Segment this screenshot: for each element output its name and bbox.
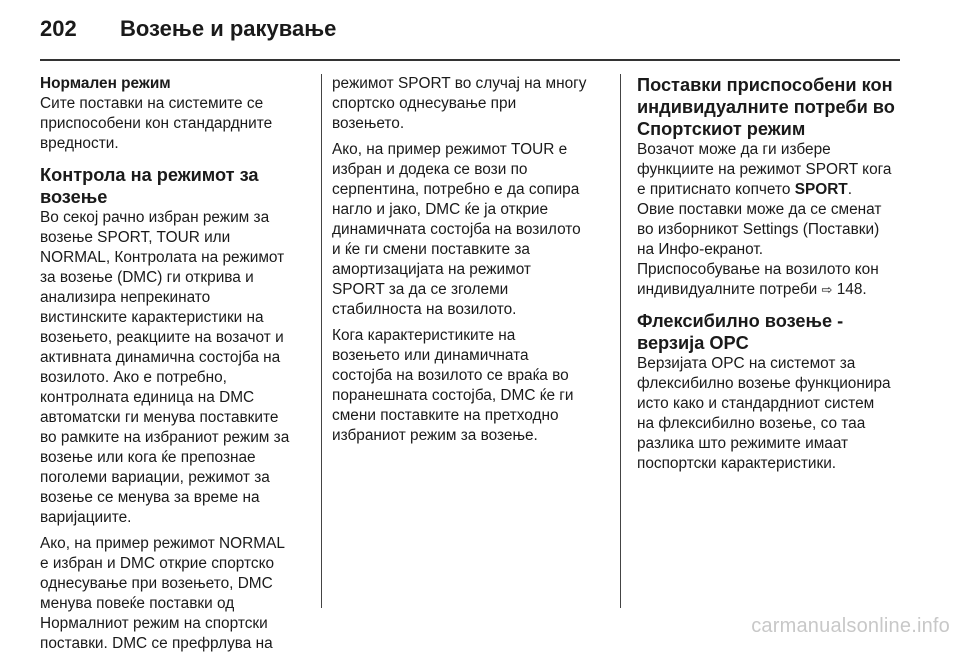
column-3 xyxy=(637,74,905,480)
text-line: активната динамична состојба на xyxy=(40,349,281,366)
text-fragment: индивидуалните потреби xyxy=(637,281,822,298)
page-number: 202 xyxy=(40,16,77,41)
text-line xyxy=(637,180,905,200)
section-heading-flexride-opc xyxy=(637,310,905,354)
dmc-paragraph-1 xyxy=(40,208,308,528)
text-line: Кога карактеристиките на xyxy=(332,327,516,344)
text-line: нагло и јако, DMC ќе ја открие xyxy=(332,201,549,218)
heading-line: Спортскиот режим xyxy=(637,119,806,139)
text-line: NORMAL, Контролата на режимот xyxy=(40,249,285,266)
text-line: Сите поставки на системите се xyxy=(40,95,264,112)
text-line: состојба на возилото се враќа во xyxy=(332,367,569,384)
text-line: поранешната состојба, DMC ќе ги xyxy=(332,387,574,404)
text-line: и ќе ги смени поставките за xyxy=(332,241,530,258)
heading-line: индивидуалните потреби во xyxy=(637,97,895,117)
text-line: возењето, реакциите на возачот и xyxy=(40,329,284,346)
text-line: менува повеќе поставки од xyxy=(40,595,235,612)
text-line: режимот SPORT во случај на многу xyxy=(332,75,587,92)
text-line: приспособени кон стандардните xyxy=(40,115,273,132)
text-line: однесување при возењето, DMC xyxy=(40,575,273,592)
text-line: Во секој рачно избран режим за xyxy=(40,209,270,226)
text-line: серпентина, потребно е да сопира xyxy=(332,181,580,198)
text-line: Возачот може да ги избере xyxy=(637,141,831,158)
text-line: амортизацијата на режимот xyxy=(332,261,531,278)
text-line: во рамките на избраниот режим за xyxy=(40,429,290,446)
chapter-title: Возење и ракување xyxy=(120,16,337,41)
text-fragment: е притиснато копчето xyxy=(637,181,795,198)
text-line: возилото. Ако е потребно, xyxy=(40,369,227,386)
section-heading-normal-mode: Нормален режим xyxy=(40,75,171,92)
column-2 xyxy=(332,74,600,452)
normal-mode-text xyxy=(40,94,308,154)
text-line: спортско однесување при xyxy=(332,95,517,112)
text-line: возење SPORT, TOUR или xyxy=(40,229,231,246)
text-line: избраниот режим за возење. xyxy=(332,427,538,444)
text-line: контролната единица на DMC xyxy=(40,389,255,406)
watermark: carmanualsonline.info xyxy=(751,615,950,637)
text-line: автоматски ги менува поставките xyxy=(40,409,279,426)
text-line: вистинските карактеристики на xyxy=(40,309,264,326)
text-line: смени поставките на претходно xyxy=(332,407,559,424)
text-line: флексибилно возење функционира xyxy=(637,375,891,392)
column-1 xyxy=(40,74,308,660)
section-heading-drive-mode-control xyxy=(40,164,308,208)
text-line: за возење (DMC) ги открива и xyxy=(40,269,254,286)
text-line: поспортски карактеристики. xyxy=(637,455,837,472)
page-reference-number: 148. xyxy=(832,281,867,298)
text-line: на Инфо-екранот. xyxy=(637,241,763,258)
page-reference-icon: ⇨ xyxy=(821,282,833,297)
text-line: избран и додека се вози по xyxy=(332,161,528,178)
text-line: на флексибилно возење, со таа xyxy=(637,415,866,432)
page-header xyxy=(40,16,900,56)
text-line: анализира непрекинато xyxy=(40,289,211,306)
column-divider xyxy=(321,74,322,608)
heading-line: Флексибилно возење - xyxy=(637,311,844,331)
text-line: во изборникот Settings (Поставки) xyxy=(637,221,880,238)
dmc-paragraph-3 xyxy=(332,74,600,134)
text-fragment: . xyxy=(847,181,852,198)
text-line: варијациите. xyxy=(40,509,132,526)
dmc-paragraph-5 xyxy=(332,326,600,446)
text-line: возење се менува за време на xyxy=(40,489,260,506)
text-line: разлика што режимите имаат xyxy=(637,435,849,452)
heading-line: верзија OPC xyxy=(637,333,749,353)
text-line: функциите на режимот SPORT кога xyxy=(637,161,892,178)
text-line: Ако, на пример режимот TOUR е xyxy=(332,141,568,158)
text-line: поставки. DMC се префрлува на xyxy=(40,635,273,652)
text-line: вредности. xyxy=(40,135,119,152)
text-line xyxy=(637,280,905,300)
text-line: исто како и стандардниот систем xyxy=(637,395,875,412)
dmc-paragraph-4 xyxy=(332,140,600,320)
text-line: е избран и DMC открие спортско xyxy=(40,555,275,572)
text-line: стабилноста на возилото. xyxy=(332,301,517,318)
text-line: SPORT за да се зголеми xyxy=(332,281,509,298)
section-heading-sport-custom xyxy=(637,74,905,140)
heading-line: Поставки приспособени кон xyxy=(637,75,893,95)
text-line: Нормалниот режим на спортски xyxy=(40,615,268,632)
text-line: возење или кога ќе препознае xyxy=(40,449,256,466)
text-line: Верзијата OPC на системот за xyxy=(637,355,856,372)
text-line: Приспособување на возилото кон xyxy=(637,261,879,278)
flexride-opc-text xyxy=(637,354,905,474)
column-divider xyxy=(620,74,621,608)
heading-line: Контрола на режимот за xyxy=(40,165,259,185)
text-line: динамичната состојба на возилото xyxy=(332,221,581,238)
dmc-paragraph-2 xyxy=(40,534,308,654)
text-line: возењето. xyxy=(332,115,405,132)
text-line: Овие поставки може да се сменат xyxy=(637,201,882,218)
text-line: Ако, на пример режимот NORMAL xyxy=(40,535,285,552)
header-rule xyxy=(40,59,900,61)
sport-button-label: SPORT xyxy=(794,181,848,198)
sport-custom-text xyxy=(637,140,905,300)
text-line: возењето или динамичната xyxy=(332,347,529,364)
heading-line: возење xyxy=(40,187,108,207)
text-line: поголеми вариации, режимот за xyxy=(40,469,270,486)
